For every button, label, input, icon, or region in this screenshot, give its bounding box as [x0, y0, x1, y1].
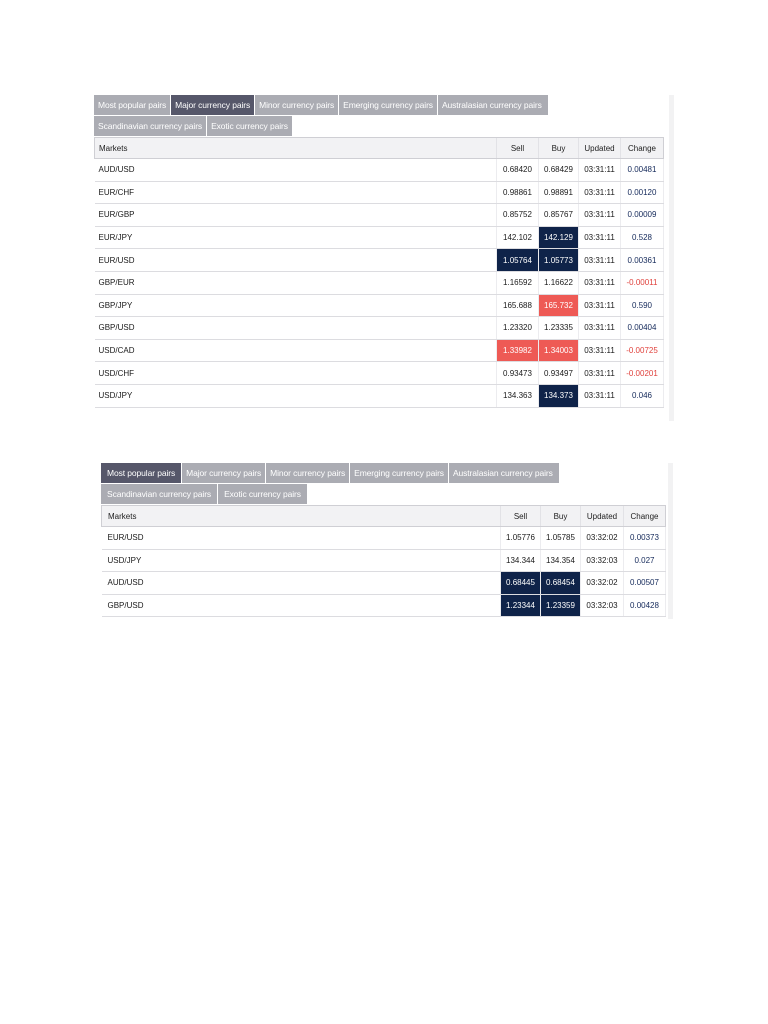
change-value: 0.00428	[624, 594, 666, 617]
updated-time: 03:31:11	[579, 249, 621, 272]
table-row[interactable]	[95, 204, 664, 227]
change-value: 0.00373	[624, 527, 666, 550]
col-buy: Buy	[541, 506, 581, 527]
market-name: USD/JPY	[95, 384, 497, 407]
table-row[interactable]	[102, 572, 666, 595]
col-sell: Sell	[501, 506, 541, 527]
market-name: EUR/CHF	[95, 181, 497, 204]
table-row[interactable]	[95, 339, 664, 362]
tab-scandinavian[interactable]: Scandinavian currency pairs	[94, 116, 206, 136]
col-change: Change	[624, 506, 666, 527]
table-row[interactable]	[95, 181, 664, 204]
updated-time: 03:31:11	[579, 181, 621, 204]
table-row[interactable]	[95, 226, 664, 249]
updated-time: 03:31:11	[579, 159, 621, 182]
table-row[interactable]	[102, 527, 666, 550]
updated-time: 03:31:11	[579, 204, 621, 227]
tab-australasian[interactable]: Australasian currency pairs	[438, 95, 548, 115]
market-name: GBP/JPY	[95, 294, 497, 317]
market-name: EUR/USD	[102, 527, 501, 550]
tab-bar	[101, 463, 666, 505]
buy-price[interactable]: 0.68429	[539, 159, 579, 182]
table-row[interactable]	[95, 384, 664, 407]
buy-price[interactable]: 165.732	[539, 294, 579, 317]
sell-price[interactable]: 0.68445	[501, 572, 541, 595]
sell-price[interactable]: 0.98861	[497, 181, 539, 204]
tab-most-popular[interactable]: Most popular pairs	[94, 95, 170, 115]
change-value: -0.00201	[621, 362, 664, 385]
rates-table	[101, 505, 666, 617]
change-value: -0.00725	[621, 339, 664, 362]
change-value: 0.00481	[621, 159, 664, 182]
market-name: AUD/USD	[102, 572, 501, 595]
table-row[interactable]	[95, 294, 664, 317]
sell-price[interactable]: 1.33982	[497, 339, 539, 362]
change-value: 0.00507	[624, 572, 666, 595]
col-markets: Markets	[102, 506, 501, 527]
table-row[interactable]	[95, 271, 664, 294]
tab-most-popular[interactable]: Most popular pairs	[101, 463, 181, 483]
buy-price[interactable]: 0.93497	[539, 362, 579, 385]
market-name: USD/CHF	[95, 362, 497, 385]
tab-minor[interactable]: Minor currency pairs	[266, 463, 349, 483]
updated-time: 03:31:11	[579, 226, 621, 249]
col-sell: Sell	[497, 138, 539, 159]
widget-edge	[669, 95, 674, 421]
sell-price[interactable]: 1.23344	[501, 594, 541, 617]
table-row[interactable]	[95, 362, 664, 385]
tab-scandinavian[interactable]: Scandinavian currency pairs	[101, 484, 217, 504]
buy-price[interactable]: 1.05773	[539, 249, 579, 272]
buy-price[interactable]: 0.68454	[541, 572, 581, 595]
market-name: USD/CAD	[95, 339, 497, 362]
market-name: GBP/EUR	[95, 271, 497, 294]
market-name: EUR/GBP	[95, 204, 497, 227]
rates-table	[94, 137, 664, 408]
sell-price[interactable]: 134.344	[501, 549, 541, 572]
tab-emerging[interactable]: Emerging currency pairs	[339, 95, 437, 115]
market-name: GBP/USD	[95, 317, 497, 340]
sell-price[interactable]: 134.363	[497, 384, 539, 407]
col-markets: Markets	[95, 138, 497, 159]
buy-price[interactable]: 1.05785	[541, 527, 581, 550]
market-name: GBP/USD	[102, 594, 501, 617]
col-updated: Updated	[579, 138, 621, 159]
change-value: 0.046	[621, 384, 664, 407]
col-buy: Buy	[539, 138, 579, 159]
sell-price[interactable]: 1.05776	[501, 527, 541, 550]
market-name: EUR/JPY	[95, 226, 497, 249]
buy-price[interactable]: 1.16622	[539, 271, 579, 294]
table-row[interactable]	[95, 159, 664, 182]
tab-exotic[interactable]: Exotic currency pairs	[207, 116, 292, 136]
col-change: Change	[621, 138, 664, 159]
table-row[interactable]	[102, 549, 666, 572]
updated-time: 03:31:11	[579, 362, 621, 385]
tab-bar	[94, 95, 664, 137]
tab-australasian[interactable]: Australasian currency pairs	[449, 463, 559, 483]
tab-exotic[interactable]: Exotic currency pairs	[218, 484, 307, 504]
table-row[interactable]	[95, 249, 664, 272]
col-updated: Updated	[581, 506, 624, 527]
updated-time: 03:31:11	[579, 384, 621, 407]
currency-widget-major	[94, 95, 676, 421]
sell-price[interactable]: 1.05764	[497, 249, 539, 272]
buy-price[interactable]: 134.373	[539, 384, 579, 407]
updated-time: 03:32:03	[581, 594, 624, 617]
market-name: USD/JPY	[102, 549, 501, 572]
tab-major[interactable]: Major currency pairs	[171, 95, 254, 115]
updated-time: 03:31:11	[579, 294, 621, 317]
sell-price[interactable]: 1.16592	[497, 271, 539, 294]
tab-major[interactable]: Major currency pairs	[182, 463, 265, 483]
tab-minor[interactable]: Minor currency pairs	[255, 95, 338, 115]
sell-price[interactable]: 142.102	[497, 226, 539, 249]
buy-price[interactable]: 0.98891	[539, 181, 579, 204]
buy-price[interactable]: 1.34003	[539, 339, 579, 362]
sell-price[interactable]: 165.688	[497, 294, 539, 317]
buy-price[interactable]: 142.129	[539, 226, 579, 249]
change-value: 0.00361	[621, 249, 664, 272]
updated-time: 03:31:11	[579, 271, 621, 294]
change-value: 0.528	[621, 226, 664, 249]
market-name: EUR/USD	[95, 249, 497, 272]
buy-price[interactable]: 1.23359	[541, 594, 581, 617]
currency-widget-popular	[101, 463, 675, 619]
updated-time: 03:32:03	[581, 549, 624, 572]
market-name: AUD/USD	[95, 159, 497, 182]
sell-price[interactable]: 0.93473	[497, 362, 539, 385]
change-value: 0.00009	[621, 204, 664, 227]
sell-price[interactable]: 0.68420	[497, 159, 539, 182]
buy-price[interactable]: 1.23335	[539, 317, 579, 340]
updated-time: 03:32:02	[581, 572, 624, 595]
change-value: 0.00404	[621, 317, 664, 340]
updated-time: 03:31:11	[579, 339, 621, 362]
change-value: -0.00011	[621, 271, 664, 294]
table-row[interactable]	[95, 317, 664, 340]
change-value: 0.00120	[621, 181, 664, 204]
change-value: 0.027	[624, 549, 666, 572]
sell-price[interactable]: 0.85752	[497, 204, 539, 227]
buy-price[interactable]: 134.354	[541, 549, 581, 572]
widget-edge	[668, 463, 673, 619]
change-value: 0.590	[621, 294, 664, 317]
sell-price[interactable]: 1.23320	[497, 317, 539, 340]
tab-emerging[interactable]: Emerging currency pairs	[350, 463, 448, 483]
updated-time: 03:31:11	[579, 317, 621, 340]
buy-price[interactable]: 0.85767	[539, 204, 579, 227]
table-row[interactable]	[102, 594, 666, 617]
updated-time: 03:32:02	[581, 527, 624, 550]
